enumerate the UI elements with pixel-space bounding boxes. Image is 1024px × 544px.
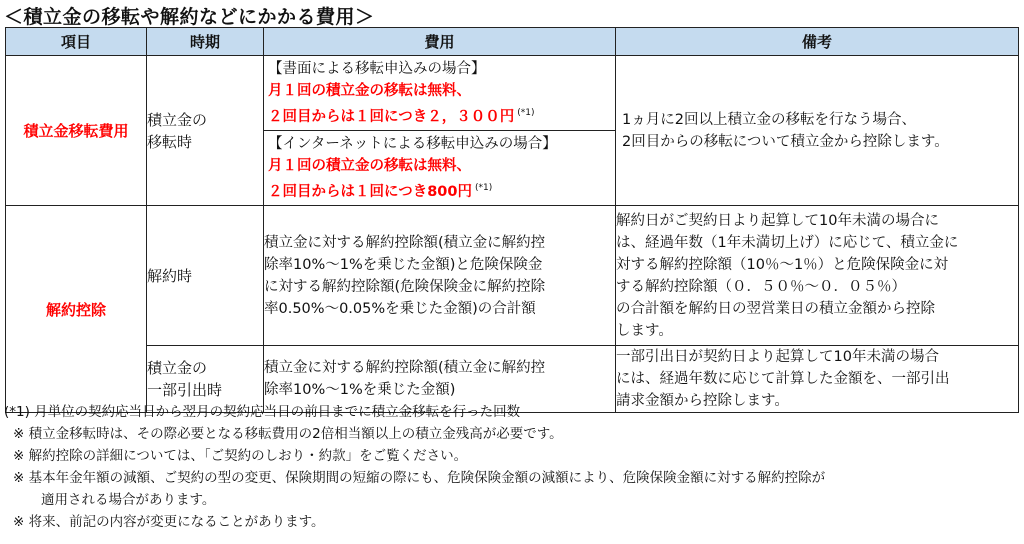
note-item: ※ 積立金移転時は、その際必要となる移転費用の2倍相当額以上の積立金残高が必要です。 — [13, 426, 563, 442]
cost-cancellation — [264, 206, 616, 346]
header-remarks: 備考 — [616, 28, 1019, 56]
item-transfer-fee: 積立金移転費用 — [6, 56, 147, 206]
fee-table — [5, 27, 1019, 413]
cost-heading: 【インターネットによる移転申込みの場合】 — [268, 136, 557, 152]
remarks-line: 一部引出日が契約日より起算して10年未満の場合 — [616, 349, 939, 365]
remarks-line: します。 — [616, 322, 673, 339]
cost-line: 除率10%～1%を乗じた金額)と危険保険金 — [264, 256, 543, 273]
cost-line: 率0.50%～0.05%を乗じた金額)の合計額 — [264, 300, 536, 317]
remarks-line: 1ヵ月に2回以上積立金の移転を行なう場合、 — [622, 111, 916, 128]
timing-line: 解約時 — [147, 266, 193, 285]
footnote-mark: (*1) — [517, 108, 535, 118]
footnotes — [4, 401, 825, 533]
cost-block-internet — [264, 130, 615, 205]
note-item: ※ 解約控除の詳細については、「ご契約のしおり・約款」をご覧ください。 — [13, 448, 468, 464]
remarks-line: する解約控除額（０．５０％～０．０５％） — [616, 278, 906, 295]
remarks-line: は、経過年数（1年未満切上げ）に応じて、積立金に — [616, 234, 959, 251]
footnote-1: (*1) 月単位の契約応当日から翌月の契約応当日の前日までに積立金移転を行った回数 — [4, 404, 521, 420]
table-row — [6, 56, 1019, 206]
cost-free-line: 月１回の積立金の移転は無料、 — [268, 158, 471, 174]
timing-transfer — [147, 56, 264, 206]
timing-line: 積立金の — [147, 110, 208, 129]
table-row — [6, 206, 1019, 346]
header-item: 項目 — [6, 28, 147, 56]
cost-block-paper — [264, 56, 615, 130]
timing-line: 移転時 — [147, 132, 193, 151]
footnote-mark: (*1) — [474, 183, 493, 193]
note-item: ※ 基本年金年額の減額、ご契約の型の変更、保険期間の短縮の際にも、危険保険金額の減額により、危険保険金額に対する解約控除が — [13, 470, 826, 486]
remarks-line: の合計額を解約日の翌営業日の積立金額から控除 — [616, 300, 935, 317]
cost-line: 除率10%～1%を乗じた金額) — [264, 382, 456, 398]
header-cost: 費用 — [264, 28, 616, 56]
cost-line: 積立金に対する解約控除額(積立金に解約控 — [264, 360, 546, 376]
cost-heading: 【書面による移転申込みの場合】 — [268, 61, 486, 77]
remarks-cancellation — [616, 206, 1019, 346]
page-title: ＜積立金の移転や解約などにかかる費用＞ — [4, 6, 375, 28]
cost-line: に対する解約控除額(危険保険金に解約控除 — [264, 278, 546, 295]
timing-cancellation — [147, 206, 264, 346]
cost-fee-line: ２回目からは１回につき２，３００円 — [268, 109, 515, 125]
cost-line: 積立金に対する解約控除額(積立金に解約控 — [264, 234, 546, 251]
cost-fee-line: ２回目からは１回につき800円 — [268, 184, 472, 200]
note-item: ※ 将来、前記の内容が変更になることがあります。 — [13, 514, 325, 530]
item-cancellation-deduction: 解約控除 — [6, 206, 147, 413]
remarks-line: には、経過年数に応じて計算した金額を、一部引出 — [616, 371, 950, 387]
timing-line: 積立金の — [147, 359, 208, 377]
note-item-continuation: 適用される場合があります。 — [41, 492, 216, 508]
remarks-line: 2回目からの移転について積立金から控除します。 — [622, 133, 949, 150]
cost-free-line: 月１回の積立金の移転は無料、 — [268, 83, 471, 99]
cost-transfer — [264, 56, 616, 206]
header-timing: 時期 — [147, 28, 264, 56]
remarks-line: 解約日がご契約日より起算して10年未満の場合に — [616, 212, 939, 229]
table-header-row — [6, 28, 1019, 56]
remarks-transfer — [616, 56, 1019, 206]
timing-line: 一部引出時 — [147, 381, 223, 399]
remarks-line: 請求金額から控除します。 — [616, 393, 789, 409]
remarks-line: 対する解約控除額（10％～1％）と危険保険金に対 — [616, 256, 949, 273]
